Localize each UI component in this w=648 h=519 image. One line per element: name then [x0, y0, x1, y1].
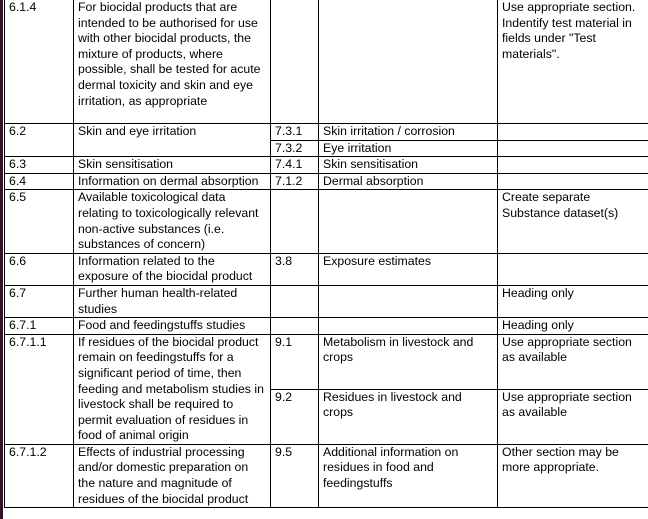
ref-number-cell: 9.1	[271, 334, 319, 389]
section-number-cell: 6.2	[5, 124, 74, 157]
table-row	[5, 173, 648, 190]
ref-number-cell: 7.4.1	[271, 157, 319, 174]
requirement-cell: Available toxicological data relating to toxicologically relevant non-active substances (i.e. substances of concern)	[74, 190, 271, 253]
ref-section-cell: Metabolism in livestock and crops	[319, 334, 498, 389]
requirement-cell: If residues of the biocidal product remain on feedingstuffs for a significant period of time, then feeding and metabolism studies in livestock shall be required to permit evaluation of residues in food of animal origin	[74, 334, 271, 444]
ref-number-cell	[271, 285, 319, 317]
note-cell: Heading only	[498, 318, 648, 335]
note-cell	[498, 140, 648, 157]
table-row	[5, 253, 648, 285]
ref-section-cell: Skin irritation / corrosion	[319, 124, 498, 141]
ref-section-cell: Residues in livestock and crops	[319, 389, 498, 444]
document-page	[2, 0, 648, 519]
requirement-cell: Further human health-related studies	[74, 285, 271, 317]
ref-section-cell: Additional information on residues in food and feedingstuffs	[319, 444, 498, 507]
table-row	[5, 334, 648, 389]
ref-number-cell: 9.5	[271, 444, 319, 507]
section-number-cell: 6.6	[5, 253, 74, 285]
note-cell: Use appropriate section as available	[498, 389, 648, 444]
requirement-cell: Skin and eye irritation	[74, 124, 271, 157]
note-cell: Use appropriate section. Indentify test material in fields under "Test materials".	[498, 0, 648, 124]
requirement-cell: Skin sensitisation	[74, 157, 271, 174]
ref-section-cell: Exposure estimates	[319, 253, 498, 285]
requirement-cell: Information on dermal absorption	[74, 173, 271, 190]
ref-section-cell: Eye irritation	[319, 140, 498, 157]
table-row	[5, 285, 648, 317]
note-cell	[498, 253, 648, 285]
table-row	[5, 0, 648, 124]
table-row	[5, 318, 648, 335]
requirement-cell: Effects of industrial processing and/or domestic preparation on the nature and magnitude of residues of the biocidal product	[74, 444, 271, 507]
section-number-cell: 6.7	[5, 285, 74, 317]
ref-section-cell	[319, 285, 498, 317]
table-row	[5, 124, 648, 141]
requirement-cell: Information related to the exposure of the biocidal product	[74, 253, 271, 285]
ref-number-cell: 3.8	[271, 253, 319, 285]
note-cell: Create separate Substance dataset(s)	[498, 190, 648, 253]
section-number-cell: 6.1.4	[5, 0, 74, 124]
note-cell: Heading only	[498, 285, 648, 317]
section-number-cell: 6.7.1.1	[5, 334, 74, 444]
section-number-cell: 6.5	[5, 190, 74, 253]
ref-number-cell: 7.3.1	[271, 124, 319, 141]
section-number-cell: 6.3	[5, 157, 74, 174]
ref-number-cell: 7.1.2	[271, 173, 319, 190]
ref-section-cell	[319, 190, 498, 253]
table-row	[5, 444, 648, 507]
note-cell: Other section may be more appropriate.	[498, 444, 648, 507]
note-cell	[498, 157, 648, 174]
ref-section-cell: Skin sensitisation	[319, 157, 498, 174]
table-body	[5, 0, 648, 508]
note-cell: Use appropriate section as available	[498, 334, 648, 389]
ref-number-cell: 9.2	[271, 389, 319, 444]
ref-section-cell	[319, 0, 498, 124]
ref-number-cell	[271, 190, 319, 253]
table-row	[5, 157, 648, 174]
note-cell	[498, 124, 648, 141]
section-number-cell: 6.7.1	[5, 318, 74, 335]
note-cell	[498, 173, 648, 190]
table-row	[5, 190, 648, 253]
ref-number-cell: 7.3.2	[271, 140, 319, 157]
requirement-cell: Food and feedingstuffs studies	[74, 318, 271, 335]
ref-number-cell	[271, 0, 319, 124]
section-number-cell: 6.4	[5, 173, 74, 190]
ref-section-cell: Dermal absorption	[319, 173, 498, 190]
section-number-cell: 6.7.1.2	[5, 444, 74, 507]
requirements-table	[4, 0, 648, 508]
requirement-cell: For biocidal products that are intended to be authorised for use with other biocidal products, the mixture of products, where possible, shall be tested for acute dermal toxicity and skin and eye irritation, as appropriate	[74, 0, 271, 124]
ref-number-cell	[271, 318, 319, 335]
ref-section-cell	[319, 318, 498, 335]
